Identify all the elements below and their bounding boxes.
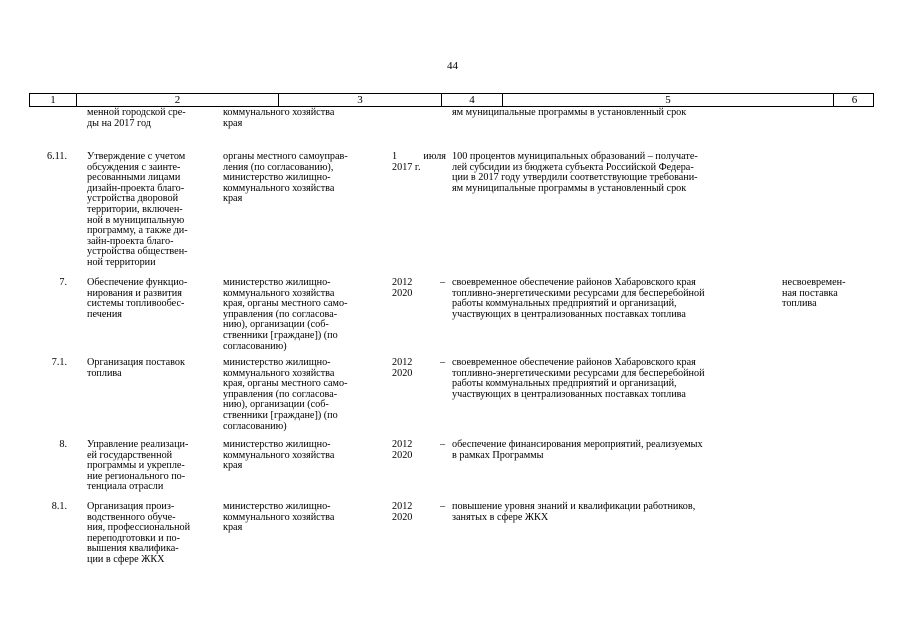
header-col-3: 3	[279, 94, 442, 106]
row-number: 7.	[59, 277, 67, 288]
activity-name-line: Обеспечение функцио-	[87, 277, 188, 288]
expected-result-line: своевременное обеспечение районов Хабаровского края	[452, 277, 696, 288]
executor-line: края, органы местного само-	[223, 298, 348, 310]
expected-result-line: топливно-энергетическими ресурсами для бесперебойной	[452, 367, 705, 379]
expected-result-line: повышение уровня знаний и квалификации работников,	[452, 501, 696, 512]
risk-note-line: топлива	[782, 298, 817, 310]
activity-name-line: Управление реализаци-	[87, 439, 189, 450]
term-day: 1	[392, 151, 398, 162]
executor-line: министерство жилищно-	[223, 277, 331, 288]
executor-line: ственники [граждане]) (по	[223, 409, 338, 421]
executor-line: края	[223, 522, 243, 534]
executor-line: управления (по согласова-	[223, 388, 338, 400]
expected-result-line: работы коммунальных предприятий и организаций,	[452, 378, 677, 390]
term	[392, 502, 446, 523]
activity-name-line: ды на 2017 год	[87, 117, 151, 129]
expected-result-line: обеспечение финансирования мероприятий, реализуемых	[452, 439, 703, 450]
risk-note-line: ная поставка	[782, 287, 838, 299]
header-col-5: 5	[503, 94, 834, 106]
expected-result	[452, 278, 774, 320]
executor	[223, 502, 387, 534]
activity-name	[87, 278, 217, 320]
activity-name-line: вышения квалифика-	[87, 543, 179, 555]
expected-result	[452, 152, 774, 194]
executor-line: управления (по согласова-	[223, 308, 338, 320]
expected-result	[452, 108, 774, 119]
executor-line: коммунального хозяйства	[223, 367, 335, 379]
executor-line: края	[223, 117, 243, 129]
term-dash: –	[440, 277, 446, 288]
executor	[223, 152, 387, 205]
header-col-1: 1	[30, 94, 77, 106]
executor-line: коммунального хозяйства	[223, 182, 335, 194]
executor-line: согласованию)	[223, 340, 287, 352]
header-col-2: 2	[77, 94, 279, 106]
term	[392, 278, 446, 299]
activity-name-line: дизайн-проекта благо-	[87, 182, 185, 194]
executor-line: нию), организации (соб-	[223, 319, 329, 331]
activity-name-line: топлива	[87, 367, 122, 379]
activity-name-line: ной территории	[87, 256, 156, 268]
expected-result-line: ям муниципальные программы в установленный срок	[452, 107, 687, 118]
term-line: 2012	[392, 501, 413, 512]
executor-line: нию), организации (соб-	[223, 399, 329, 411]
expected-result	[452, 440, 774, 461]
term-line: 2020	[392, 449, 413, 461]
activity-name-line: ресованными лицами	[87, 172, 181, 184]
executor-line: коммунального хозяйства	[223, 287, 335, 299]
activity-name-line: тенциала отрасли	[87, 481, 164, 493]
activity-name-line: устройства обществен-	[87, 246, 188, 258]
executor-line: согласованию)	[223, 420, 287, 432]
term-dash: –	[440, 439, 446, 450]
activity-name-line: ние регионального по-	[87, 470, 186, 482]
activity-name-line: водственного обуче-	[87, 511, 176, 523]
executor	[223, 108, 387, 129]
executor	[223, 358, 387, 432]
row-number: 7.1.	[51, 357, 67, 368]
executor-line: края	[223, 193, 243, 205]
term-line: 2020	[392, 367, 413, 379]
activity-name-line: менной городской сре-	[87, 107, 186, 118]
term-line: 2020	[392, 287, 413, 299]
executor-line: министерство жилищно-	[223, 439, 331, 450]
activity-name	[87, 358, 217, 379]
row-number: 8.1.	[51, 501, 67, 512]
row-number: 6.11.	[47, 151, 67, 162]
term-dash: –	[440, 501, 446, 512]
risk-note	[782, 278, 878, 310]
expected-result	[452, 502, 774, 523]
executor-line: ления (по согласованию),	[223, 161, 334, 173]
activity-name-line: системы топливообес-	[87, 298, 185, 310]
activity-name-line: ей государственной	[87, 449, 173, 461]
expected-result-line: ям муниципальные программы в установленный срок	[452, 182, 687, 194]
expected-result-line: участвующих в централизованных поставках топлива	[452, 388, 686, 400]
term-month: июля	[423, 151, 446, 162]
executor-line: края, органы местного само-	[223, 378, 348, 390]
term	[392, 440, 446, 461]
activity-name-line: печения	[87, 308, 122, 320]
expected-result-line: 100 процентов муниципальных образований – получате-	[452, 151, 698, 162]
expected-result-line: лей субсидии из бюджета субъекта Российской Федера-	[452, 161, 694, 173]
activity-name	[87, 440, 217, 493]
activity-name-line: территории, включен-	[87, 203, 183, 215]
header-col-4: 4	[442, 94, 503, 106]
executor-line: коммунального хозяйства	[223, 449, 335, 461]
term-line: 2012	[392, 439, 413, 450]
executor-line: министерство жилищно-	[223, 172, 331, 184]
term-year: 2017 г.	[392, 161, 421, 173]
expected-result-line: своевременное обеспечение районов Хабаровского края	[452, 357, 696, 368]
executor-line: ственники [граждане]) (по	[223, 329, 338, 341]
expected-result	[452, 358, 774, 400]
expected-result-line: в рамках Программы	[452, 449, 544, 461]
activity-name-line: программу, а также ди-	[87, 225, 188, 237]
header-col-6: 6	[851, 94, 858, 106]
activity-name-line: Утверждение с учетом	[87, 151, 186, 162]
row-number: 8.	[59, 439, 67, 450]
executor	[223, 440, 387, 472]
activity-name-line: переподготовки и по-	[87, 532, 181, 544]
term-line: 2020	[392, 511, 413, 523]
activity-name-line: Организация поставок	[87, 357, 185, 368]
table-header	[29, 93, 874, 107]
activity-name-line: ной в муниципальную	[87, 214, 185, 226]
expected-result-line: топливно-энергетическими ресурсами для бесперебойной	[452, 287, 705, 299]
term-line: 2012	[392, 277, 413, 288]
activity-name-line: Организация произ-	[87, 501, 175, 512]
activity-name-line: программы и укрепле-	[87, 460, 185, 472]
expected-result-line: ции в 2017 году утвердили соответствующие требовани-	[452, 172, 698, 184]
term-line: 2012	[392, 357, 413, 368]
executor-line: министерство жилищно-	[223, 501, 331, 512]
activity-name-line: обсуждения с заинте-	[87, 161, 181, 173]
activity-name	[87, 502, 217, 566]
expected-result-line: участвующих в централизованных поставках топлива	[452, 308, 686, 320]
activity-name-line: устройства дворовой	[87, 193, 179, 205]
term	[392, 358, 446, 379]
executor-line: коммунального хозяйства	[223, 511, 335, 523]
executor	[223, 278, 387, 352]
activity-name-line: ния, профессиональной	[87, 522, 191, 534]
executor-line: органы местного самоуправ-	[223, 151, 348, 162]
activity-name-line: зайн-проекта благо-	[87, 235, 174, 247]
executor-line: министерство жилищно-	[223, 357, 331, 368]
executor-line: коммунального хозяйства	[223, 107, 335, 118]
expected-result-line: занятых в сфере ЖКХ	[452, 511, 549, 523]
activity-name	[87, 108, 217, 129]
risk-note-line: несвоевремен-	[782, 277, 846, 288]
activity-name-line: нирования и развития	[87, 287, 182, 299]
term-date-line	[392, 152, 446, 163]
activity-name-line: ции в сфере ЖКХ	[87, 553, 165, 565]
term-dash: –	[440, 357, 446, 368]
activity-name	[87, 152, 217, 269]
executor-line: края	[223, 460, 243, 472]
page-number: 44	[447, 60, 458, 72]
expected-result-line: работы коммунальных предприятий и организаций,	[452, 298, 677, 310]
term	[392, 152, 446, 173]
